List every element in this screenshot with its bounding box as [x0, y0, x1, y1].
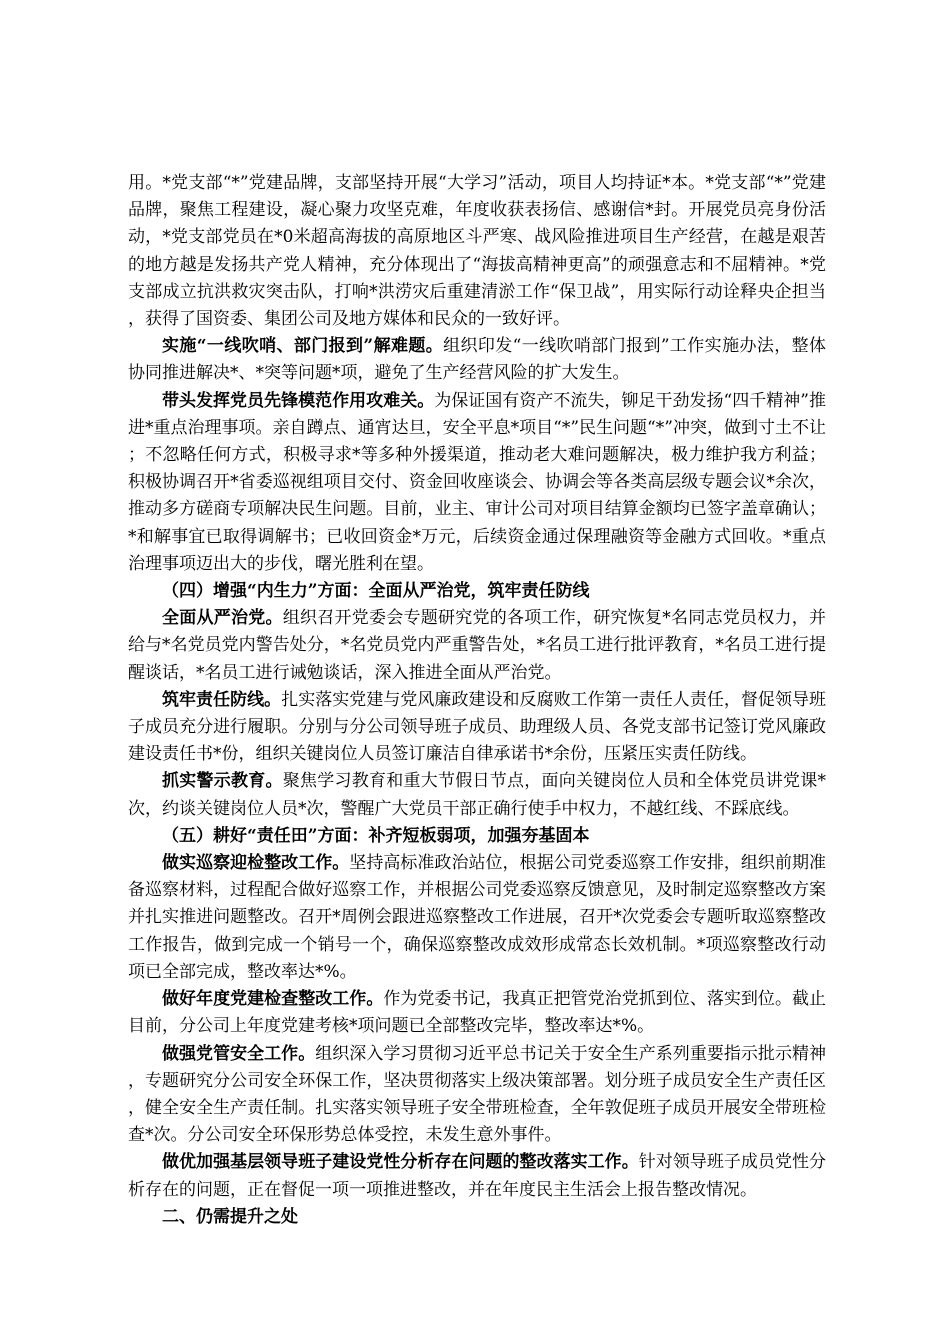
paragraph-annual-check: [128, 986, 826, 1040]
section-heading-2: 二、仍需提升之处: [162, 1206, 298, 1227]
paragraph-lead: 做优加强基层领导班子建设党性分析存在问题的整改落实工作。: [162, 1152, 639, 1173]
document-page: [128, 170, 826, 1231]
paragraph-whistle: [128, 333, 826, 387]
paragraph-text: 扎实落实党建与党风廉政建设和反腐败工作第一责任人责任，督促领导班子成员充分进行履职。分别与分公司领导班子成员、助理级人员、各党支部书记签订党风廉政建设责任书*份，组织关键岗位人员签订廉洁自律承诺书*余份，压紧压实责任防线。: [128, 689, 827, 765]
paragraph-lead: 做好年度党建检查整改工作。: [162, 989, 384, 1010]
paragraph-lead: 实施“一线吹哨、部门报到”解难题。: [162, 336, 444, 357]
paragraph-text: 用。*党支部“*”党建品牌，支部坚持开展“大学习”活动，项目人均持证*本。*党支部“*”党建品牌，聚焦工程建设，凝心聚力攻坚克难，年度收获表扬信、感谢信*封。开展党员亮身份活动，*党支部党员在*0米超高海拔的高原地区斗严寒、战风险推进项目生产经营，在越是艰苦的地方越是发扬共产党人精神，充分体现出了“海拔高精神更高”的顽强意志和不屈精神。*党支部成立抗洪救灾突击队，打响*洪涝灾后重建清淤工作“保卫战”，用实际行动诠释央企担当，获得了国资委、集团公司及地方媒体和民众的一致好评。: [128, 173, 826, 330]
paragraph-continuation: [128, 170, 826, 333]
paragraph-text: 针对领导班子成员党性分析存在的问题，正在督促一项一项推进整改，并在年度民主生活会上报告整改情况。: [128, 1152, 827, 1200]
paragraph-lead: 抓实警示教育。: [162, 771, 283, 792]
paragraph-leadership-rectification: [128, 1149, 826, 1203]
paragraph-text: 坚持高标准政治站位，根据公司党委巡察工作安排，组织前期准备巡察材料，过程配合做好巡察工作，并根据公司党委巡察反馈意见，及时制定巡察整改方案并扎实推进问题整改。召开*周例会跟进巡察整改工作进展，召开*次党委会专题听取巡察整改工作报告，做到完成一个销号一个，确保巡察整改成效形成常态长效机制。*项巡察整改行动项已全部完成，整改率达*%。: [128, 853, 827, 982]
paragraph-text: 作为党委书记，我真正把管党治党抓到位、落实到位。截止目前，分公司上年度党建考核*项问题已全部整改完毕，整改率达*%。: [128, 989, 827, 1037]
paragraph-text: 为保证国有资产不流失，铆足干劲发扬“四千精神”推进*重点治理事项。亲自蹲点、通宵达旦，安全平息*项目“*”民生问题“*”冲突，做到寸土不让；不忽略任何方式，积极寻求*等多种外援渠道，推动老大难问题解决，极力维护我方利益；积极协调召开*省委巡视组项目交付、资金回收座谈会、协调会等各类高层级专题会议*余次，推动多方磋商专项解决民生问题。目前，业主、审计公司对项目结算金额均已签字盖章确认；*和解事宜已取得调解书；已收回资金*万元，后续资金通过保理融资等金融方式回收。*重点治理事项迈出大的步伐，曙光胜利在望。: [128, 390, 826, 574]
paragraph-strict-governance: [128, 605, 826, 687]
section-heading-5: （五）耕好“责任田”方面：补齐短板弱项，加强夯基固本: [162, 825, 590, 846]
paragraph-inspection: [128, 850, 826, 986]
paragraph-text: 组织召开党委会专题研究党的各项工作，研究恢复*名同志党员权力，并给与*名党员党内警告处分，*名党员党内严重警告处，*名员工进行批评教育，*名员工进行提醒谈话，*名员工进行诫勉谈话，深入推进全面从严治党。: [128, 608, 826, 683]
paragraph-lead: 做强党管安全工作。: [162, 1043, 316, 1064]
paragraph-responsibility: [128, 687, 826, 769]
paragraph-lead: 筑牢责任防线。: [162, 689, 282, 710]
section-heading-4: （四）增强“内生力”方面：全面从严治党，筑牢责任防线: [162, 581, 590, 602]
paragraph-text: 聚焦学习教育和重大节假日节点，面向关键岗位人员和全体党员讲党课*次，约谈关键岗位人员*次，警醒广大党员干部正确行使手中权力，不越红线、不踩底线。: [128, 771, 826, 819]
paragraph-lead: 全面从严治党。: [162, 608, 283, 629]
paragraph-safety: [128, 1041, 826, 1150]
paragraph-text: 组织印发“一线吹哨部门报到”工作实施办法，整体协同推进解决*、*突等问题*项，避免了生产经营风险的扩大发生。: [128, 336, 826, 384]
paragraph-lead: 带头发挥党员先锋模范作用攻难关。: [162, 390, 435, 411]
paragraph-lead: 做实巡察迎检整改工作。: [162, 853, 350, 874]
paragraph-text: 组织深入学习贯彻习近平总书记关于安全生产系列重要指示批示精神，专题研究分公司安全环保工作，坚决贯彻落实上级决策部署。划分班子成员安全生产责任区，健全安全生产责任制。扎实落实领导班子安全带班检查，全年敦促班子成员开展安全带班检查*次。分公司安全环保形势总体受控，未发生意外事件。: [128, 1043, 827, 1146]
paragraph-vanguard: [128, 388, 826, 578]
paragraph-warning-education: [128, 768, 826, 822]
